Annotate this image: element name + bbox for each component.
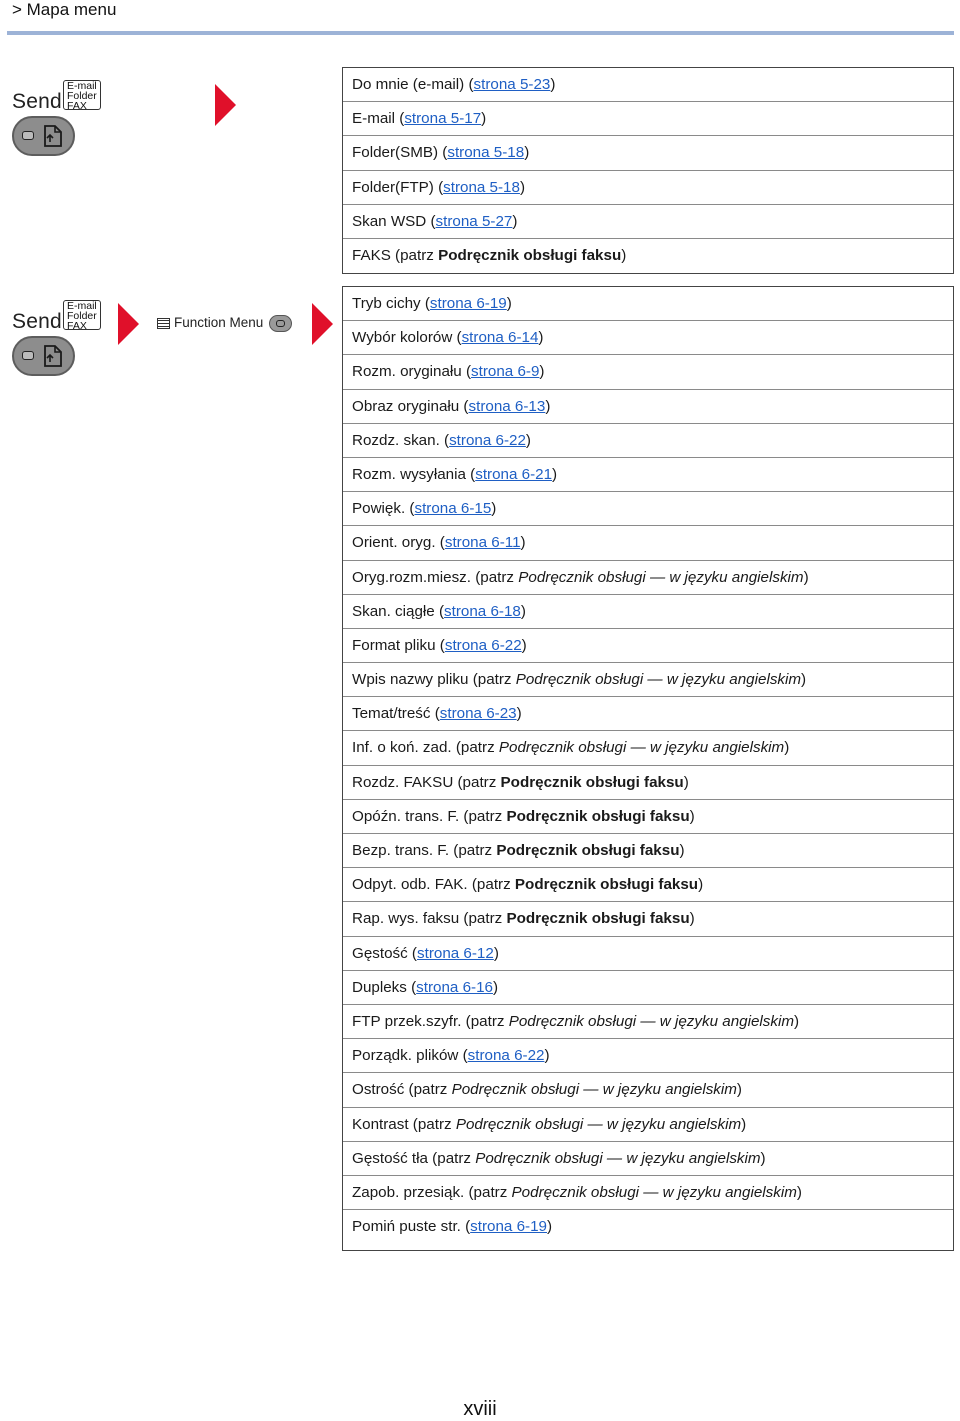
page-reference-link[interactable]: strona 5-23 bbox=[473, 76, 551, 93]
menu-item bbox=[343, 321, 953, 355]
page-reference-link[interactable]: strona 6-22 bbox=[444, 636, 522, 654]
manual-reference: Podręcznik obsługi — w języku angielskim bbox=[515, 671, 802, 689]
mode-email: E-mail bbox=[67, 300, 97, 312]
menu-item-suffix: ) bbox=[794, 1012, 800, 1030]
menu-item-label: Odpyt. odb. FAK. (patrz bbox=[352, 876, 515, 894]
menu-item bbox=[343, 287, 953, 321]
menu-item bbox=[343, 663, 953, 697]
menu-item-suffix: ) bbox=[621, 246, 627, 264]
menu-item bbox=[343, 1005, 953, 1039]
function-menu-icon bbox=[157, 318, 170, 329]
led-icon bbox=[22, 131, 34, 140]
manual-reference: Podręcznik obsługi faksu bbox=[514, 876, 699, 894]
function-menu-label: Function Menu bbox=[174, 315, 264, 330]
menu-item-suffix: ) bbox=[698, 876, 704, 894]
page-reference-link[interactable]: strona 5-18 bbox=[447, 144, 525, 162]
menu-item-suffix: ) bbox=[492, 978, 499, 996]
menu-item-label: Dupleks ( bbox=[352, 978, 417, 996]
manual-reference: Podręcznik obsługi — w języku angielskim bbox=[511, 1183, 797, 1201]
header-rule bbox=[7, 31, 954, 35]
play-arrow-icon bbox=[312, 303, 333, 345]
menu-item-suffix: ) bbox=[784, 739, 790, 757]
page-reference-link[interactable]: strona 6-11 bbox=[444, 534, 521, 552]
menu-item-label: Format pliku ( bbox=[352, 636, 445, 654]
page-reference-link[interactable]: strona 6-21 bbox=[475, 465, 553, 483]
menu-item bbox=[343, 1210, 953, 1250]
menu-item bbox=[343, 800, 953, 834]
page-reference-link[interactable]: strona 6-22 bbox=[449, 431, 526, 449]
page-reference-link[interactable]: strona 6-15 bbox=[414, 500, 492, 518]
page-reference-link[interactable]: strona 5-18 bbox=[443, 178, 520, 196]
manual-reference: Podręcznik obsługi — w języku angielskim bbox=[475, 1149, 761, 1167]
menu-item-suffix: ) bbox=[741, 1115, 747, 1133]
menu-item-label: Gęstość tła (patrz bbox=[352, 1149, 476, 1167]
menu-item bbox=[343, 1073, 953, 1107]
menu-item-label: Pomiń puste str. ( bbox=[352, 1218, 471, 1236]
send-key-2 bbox=[12, 290, 112, 372]
menu-item-label: Rozdz. FAKSU (patrz bbox=[352, 773, 501, 791]
menu-item bbox=[343, 731, 953, 765]
function-menu-button-icon bbox=[269, 315, 292, 332]
menu-item bbox=[343, 629, 953, 663]
menu-item-suffix: ) bbox=[801, 671, 807, 689]
menu-item-label: Porządk. plików ( bbox=[352, 1047, 468, 1065]
menu-item-label: FTP przek.szyfr. (patrz bbox=[352, 1012, 509, 1030]
page-reference-link[interactable]: strona 6-19 bbox=[470, 1218, 547, 1236]
menu-item-label: Tryb cichy ( bbox=[352, 295, 430, 312]
send-key-button-icon bbox=[12, 116, 75, 156]
play-arrow-icon bbox=[118, 303, 139, 345]
page-reference-link[interactable]: strona 6-12 bbox=[417, 944, 494, 962]
led-icon bbox=[22, 351, 34, 360]
menu-item-label: Opóźn. trans. F. (patrz bbox=[352, 807, 507, 825]
manual-reference: Podręcznik obsługi faksu bbox=[506, 910, 690, 928]
send-key-button-icon bbox=[12, 336, 75, 376]
menu-item-label: Ostrość (patrz bbox=[352, 1081, 452, 1099]
menu-item-suffix: ) bbox=[538, 329, 544, 347]
send-key-1 bbox=[12, 70, 112, 152]
menu-item-suffix: ) bbox=[512, 212, 518, 230]
menu-item-label: Zapob. przesiąk. (patrz bbox=[352, 1183, 512, 1201]
mode-fax: FAX bbox=[67, 319, 87, 332]
menu-item-suffix: ) bbox=[493, 944, 499, 962]
menu-item-suffix: ) bbox=[689, 910, 695, 928]
manual-reference: Podręcznik obsługi faksu bbox=[500, 773, 684, 791]
manual-reference: Podręcznik obsługi — w języku angielskim bbox=[451, 1081, 737, 1099]
menu-item-label: Folder(SMB) ( bbox=[352, 144, 448, 162]
document-send-icon bbox=[41, 343, 67, 369]
menu-item-label: Gęstość ( bbox=[352, 944, 417, 962]
menu-item-label: Folder(FTP) ( bbox=[352, 178, 444, 196]
menu-item-label: Rozm. wysyłania ( bbox=[352, 465, 476, 483]
menu-item-label: Wybór kolorów ( bbox=[352, 329, 462, 347]
menu-item bbox=[343, 424, 953, 458]
menu-item bbox=[343, 1176, 953, 1210]
send-mode-box bbox=[63, 300, 101, 330]
menu-item bbox=[343, 526, 953, 560]
menu-item-suffix: ) bbox=[689, 807, 695, 825]
menu-item bbox=[343, 1039, 953, 1073]
menu-item-suffix: ) bbox=[796, 1183, 802, 1201]
menu-item bbox=[343, 868, 953, 902]
menu-item bbox=[343, 239, 953, 273]
mode-fax: FAX bbox=[67, 99, 87, 112]
manual-reference: Podręcznik obsługi faksu bbox=[506, 807, 690, 825]
send-menu-list bbox=[342, 67, 954, 274]
menu-item bbox=[343, 561, 953, 595]
page-reference-link[interactable]: strona 5-17 bbox=[404, 110, 482, 128]
menu-item-suffix: ) bbox=[520, 534, 526, 552]
page-reference-link[interactable]: strona 6-23 bbox=[439, 705, 517, 723]
menu-item-label: Temat/treść ( bbox=[352, 705, 440, 723]
menu-item-label: Powięk. ( bbox=[352, 500, 415, 518]
menu-item-label: Wpis nazwy pliku (patrz bbox=[352, 671, 516, 689]
menu-item-suffix: ) bbox=[521, 636, 527, 654]
menu-item-label: Kontrast (patrz bbox=[352, 1115, 456, 1133]
menu-item bbox=[343, 355, 953, 389]
menu-item bbox=[343, 68, 953, 102]
menu-item bbox=[343, 971, 953, 1005]
send-mode-box bbox=[63, 80, 101, 110]
manual-reference: Podręcznik obsługi — w języku angielskim bbox=[455, 1115, 742, 1133]
menu-item bbox=[343, 390, 953, 424]
page-reference-link[interactable]: strona 6-14 bbox=[461, 329, 539, 347]
page-reference-link[interactable]: strona 5-27 bbox=[435, 212, 513, 230]
menu-item-suffix: ) bbox=[506, 295, 512, 312]
manual-reference: Podręcznik obsługi faksu bbox=[496, 842, 680, 859]
mode-email: E-mail bbox=[67, 80, 97, 92]
menu-item-suffix: ) bbox=[491, 500, 497, 518]
menu-item-label: FAKS (patrz bbox=[352, 246, 439, 264]
document-send-icon bbox=[41, 123, 67, 149]
menu-item bbox=[343, 492, 953, 526]
function-menu-list bbox=[342, 286, 954, 1251]
menu-item-label: Orient. oryg. ( bbox=[352, 534, 445, 552]
menu-item-suffix: ) bbox=[524, 144, 530, 162]
menu-item-label: Skan WSD ( bbox=[352, 212, 436, 230]
menu-item-suffix: ) bbox=[545, 397, 551, 415]
menu-item-suffix: ) bbox=[519, 178, 526, 196]
menu-item-suffix: ) bbox=[683, 773, 689, 791]
menu-item-suffix: ) bbox=[803, 568, 809, 586]
menu-item-label: Bezp. trans. F. (patrz bbox=[352, 842, 497, 859]
menu-item-suffix: ) bbox=[736, 1081, 742, 1099]
mode-folder: Folder bbox=[67, 309, 97, 322]
manual-reference: Podręcznik obsługi — w języku angielskim bbox=[518, 568, 804, 586]
menu-item-label: Oryg.rozm.miesz. (patrz bbox=[352, 568, 519, 586]
menu-item-label: E-mail ( bbox=[352, 110, 405, 128]
page-reference-link[interactable]: strona 6-9 bbox=[471, 363, 540, 381]
menu-item bbox=[343, 205, 953, 239]
menu-item bbox=[343, 171, 953, 205]
menu-item bbox=[343, 1108, 953, 1142]
menu-item-suffix: ) bbox=[525, 431, 531, 449]
menu-item bbox=[343, 766, 953, 800]
page-reference-link[interactable]: strona 6-19 bbox=[429, 295, 507, 312]
page-reference-link[interactable]: strona 6-16 bbox=[416, 978, 493, 996]
menu-item-suffix: ) bbox=[552, 465, 558, 483]
menu-item bbox=[343, 595, 953, 629]
menu-item-label: Inf. o koń. zad. (patrz bbox=[352, 739, 499, 757]
breadcrumb: > Mapa menu bbox=[12, 0, 117, 19]
menu-item-suffix: ) bbox=[544, 1047, 550, 1065]
menu-item-label: Rozm. oryginału ( bbox=[352, 363, 472, 381]
menu-item-suffix: ) bbox=[520, 602, 526, 620]
play-arrow-icon bbox=[215, 84, 236, 126]
manual-reference: Podręcznik obsługi — w języku angielskim bbox=[508, 1012, 794, 1030]
page-reference-link[interactable]: strona 6-13 bbox=[468, 397, 546, 415]
send-label: Send bbox=[12, 310, 62, 333]
menu-item-label: Skan. ciągłe ( bbox=[352, 602, 445, 620]
menu-item-label: Rozdz. skan. ( bbox=[352, 431, 450, 449]
page-reference-link[interactable]: strona 6-22 bbox=[467, 1047, 545, 1065]
manual-reference: Podręcznik obsługi — w języku angielskim bbox=[498, 739, 785, 757]
menu-item bbox=[343, 102, 953, 136]
menu-item bbox=[343, 902, 953, 936]
menu-item-suffix: ) bbox=[539, 363, 545, 381]
menu-item bbox=[343, 458, 953, 492]
menu-item-label: Obraz oryginału ( bbox=[352, 397, 469, 415]
menu-item-suffix: ) bbox=[516, 705, 522, 723]
menu-item bbox=[343, 937, 953, 971]
menu-item-suffix: ) bbox=[481, 110, 487, 128]
menu-item-suffix: ) bbox=[679, 842, 685, 859]
page-number: xviii bbox=[463, 1398, 497, 1420]
page-reference-link[interactable]: strona 6-18 bbox=[444, 602, 521, 620]
menu-item-suffix: ) bbox=[760, 1149, 766, 1167]
menu-item bbox=[343, 1142, 953, 1176]
menu-item-suffix: ) bbox=[547, 1218, 553, 1236]
menu-item-label: Rap. wys. faksu (patrz bbox=[352, 910, 507, 928]
menu-item bbox=[343, 136, 953, 170]
menu-item-suffix: ) bbox=[550, 76, 556, 93]
manual-reference: Podręcznik obsługi faksu bbox=[438, 246, 622, 264]
menu-item bbox=[343, 834, 953, 868]
send-label: Send bbox=[12, 90, 62, 113]
menu-item bbox=[343, 697, 953, 731]
mode-folder: Folder bbox=[67, 89, 97, 102]
menu-item-label: Do mnie (e-mail) ( bbox=[352, 76, 474, 93]
